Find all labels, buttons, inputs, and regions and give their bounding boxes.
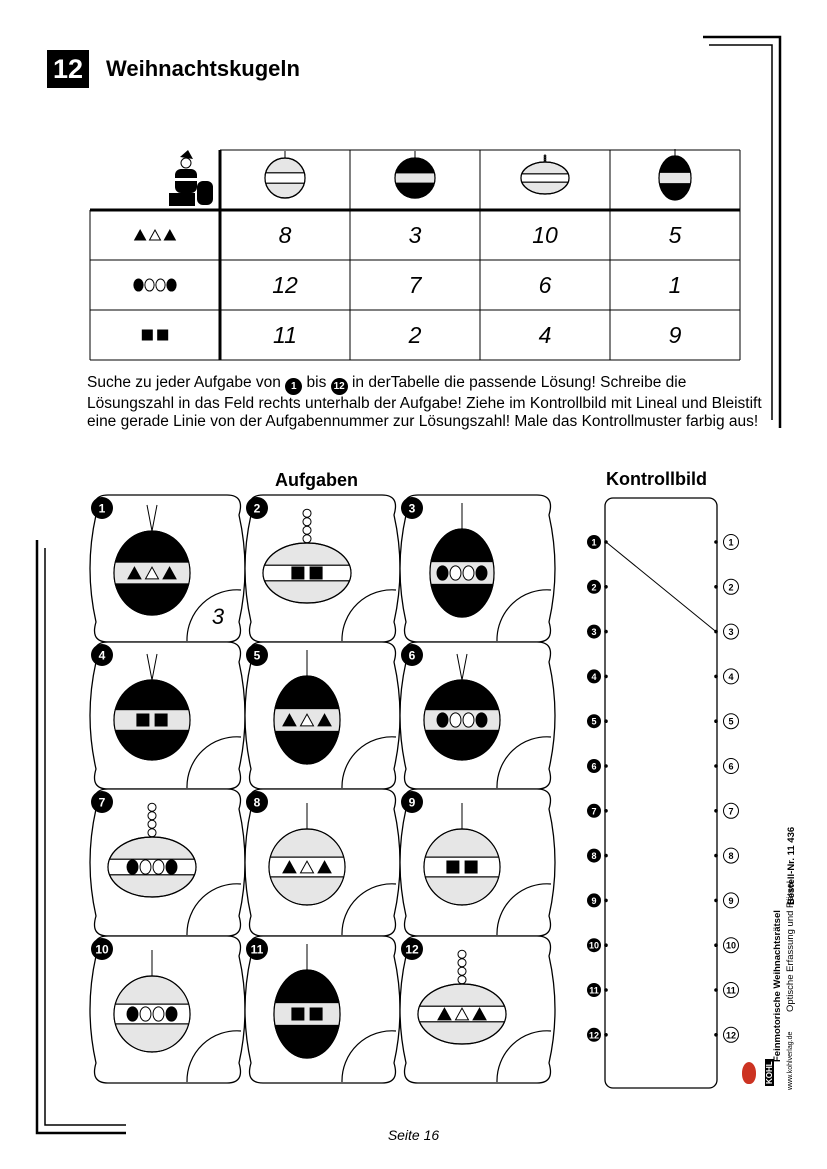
control-left-label: 9 xyxy=(591,895,597,906)
publisher-logo-figure xyxy=(742,1062,756,1084)
control-left-dot xyxy=(604,854,608,858)
circle-symbol xyxy=(166,1007,177,1021)
circle-symbol xyxy=(140,860,151,874)
book-title: Feinmotorische Weihnachtsrätsel xyxy=(772,910,783,1062)
control-left-dot xyxy=(604,630,608,634)
instruction-badge-last: 12 xyxy=(331,378,348,395)
control-left-label: 10 xyxy=(588,940,600,951)
task-card xyxy=(400,789,555,936)
table-value: 8 xyxy=(278,222,292,248)
table-value: 7 xyxy=(408,272,422,298)
triangle-symbol xyxy=(135,230,146,240)
square-symbol xyxy=(291,1008,304,1021)
task-number: 8 xyxy=(253,795,261,810)
control-left-label: 8 xyxy=(591,851,597,862)
table-value: 12 xyxy=(272,272,298,298)
ornament-chain-link xyxy=(458,967,466,975)
task-grid xyxy=(85,490,565,1090)
control-right-dot xyxy=(714,988,718,992)
task-number: 11 xyxy=(250,942,264,957)
table-value: 10 xyxy=(532,222,558,248)
control-right-label: 5 xyxy=(728,716,734,727)
table-value: 9 xyxy=(668,322,682,348)
circle-symbol xyxy=(127,1007,138,1021)
ornament-band xyxy=(519,174,571,182)
ornament-band xyxy=(106,859,198,875)
control-left-dot xyxy=(604,675,608,679)
page-title: Weihnachtskugeln xyxy=(106,56,300,81)
task-number: 12 xyxy=(405,942,419,957)
task-number: 4 xyxy=(98,648,106,663)
table-value: 2 xyxy=(408,322,422,348)
square-symbol xyxy=(310,567,323,580)
santa-icon xyxy=(169,150,213,206)
control-right-label: 8 xyxy=(728,851,734,862)
control-left-dot xyxy=(604,585,608,589)
control-left-dot xyxy=(604,988,608,992)
ornament-chain-link xyxy=(148,812,156,820)
task-number: 2 xyxy=(253,501,261,516)
ornament-band xyxy=(112,1004,192,1024)
square-symbol xyxy=(142,330,153,341)
exercise-number-badge: 12 xyxy=(47,50,89,88)
control-left-label: 1 xyxy=(591,537,597,548)
square-symbol xyxy=(155,714,168,727)
task-card xyxy=(245,495,400,642)
control-left-dot xyxy=(604,899,608,903)
table-value: 3 xyxy=(408,222,422,248)
task-card xyxy=(245,936,400,1083)
circle-symbol xyxy=(145,279,154,291)
control-left-label: 6 xyxy=(591,761,597,772)
control-right-label: 12 xyxy=(725,1030,737,1041)
circle-symbol xyxy=(463,566,474,580)
control-left-dot xyxy=(604,719,608,723)
control-right-dot xyxy=(714,719,718,723)
control-right-label: 3 xyxy=(728,627,734,638)
ornament-band xyxy=(422,857,502,877)
control-left-label: 12 xyxy=(588,1030,600,1041)
task-card xyxy=(245,642,400,789)
task-number: 9 xyxy=(408,795,416,810)
ornament-chain-link xyxy=(148,820,156,828)
task-card xyxy=(400,936,555,1083)
solution-table xyxy=(85,145,745,365)
circle-symbol xyxy=(167,279,176,291)
task-number: 5 xyxy=(253,648,261,663)
task-card xyxy=(90,495,245,642)
triangle-symbol xyxy=(164,230,175,240)
ornament-chain-link xyxy=(148,829,156,837)
control-left-label: 5 xyxy=(591,716,597,727)
control-right-label: 6 xyxy=(728,761,734,772)
ornament-chain-link xyxy=(148,803,156,811)
circle-symbol xyxy=(437,566,448,580)
ornament-chain-link xyxy=(303,518,311,526)
control-left-dot xyxy=(604,764,608,768)
square-symbol xyxy=(310,1008,323,1021)
square-symbol xyxy=(136,714,149,727)
square-symbol xyxy=(465,861,478,874)
control-right-dot xyxy=(714,943,718,947)
control-right-dot xyxy=(714,675,718,679)
control-right-label: 11 xyxy=(726,985,736,996)
circle-symbol xyxy=(127,860,138,874)
control-left-label: 3 xyxy=(591,627,597,638)
ornament-chain-link xyxy=(544,155,546,157)
task-number: 6 xyxy=(408,648,416,663)
ornament-chain-link xyxy=(303,535,311,543)
control-right-label: 9 xyxy=(728,895,734,906)
ornament-band xyxy=(272,1003,342,1026)
ornament-chain-link xyxy=(458,950,466,958)
circle-symbol xyxy=(140,1007,151,1021)
task-card xyxy=(400,642,555,789)
ornament-band xyxy=(263,173,307,183)
page-number: Seite 16 xyxy=(387,1127,440,1143)
control-left-dot xyxy=(604,809,608,813)
control-right-label: 10 xyxy=(725,940,737,951)
ornament-chain-link xyxy=(303,509,311,517)
square-symbol xyxy=(291,567,304,580)
ornament-band xyxy=(422,710,502,731)
circle-symbol xyxy=(476,713,487,727)
circle-symbol xyxy=(450,566,461,580)
table-value: 1 xyxy=(668,272,682,298)
publisher-logo: KOHL xyxy=(765,1061,774,1084)
ornament-chain-link xyxy=(458,959,466,967)
control-right-dot xyxy=(714,585,718,589)
circle-symbol xyxy=(476,566,487,580)
control-left-label: 4 xyxy=(591,671,597,682)
control-right-dot xyxy=(714,899,718,903)
ornament-chain-link xyxy=(303,526,311,534)
book-subtitle: Optische Erfassung und Rätsel xyxy=(785,881,796,1012)
table-value: 5 xyxy=(668,222,682,248)
square-symbol xyxy=(446,861,459,874)
circle-symbol xyxy=(437,713,448,727)
control-right-label: 7 xyxy=(728,806,734,817)
task-answer: 3 xyxy=(211,604,225,629)
control-left-label: 11 xyxy=(589,985,599,996)
circle-symbol xyxy=(153,860,164,874)
control-picture xyxy=(580,490,750,1090)
control-left-label: 7 xyxy=(591,806,597,817)
order-number: Bestell-Nr. 11 436 xyxy=(786,826,797,905)
table-value: 6 xyxy=(538,272,552,298)
task-number: 1 xyxy=(98,501,106,516)
circle-symbol xyxy=(153,1007,164,1021)
control-right-dot xyxy=(714,854,718,858)
control-picture-title: Kontrollbild xyxy=(606,469,707,489)
ornament-chain-link xyxy=(458,976,466,984)
task-number: 3 xyxy=(408,501,416,516)
circle-symbol xyxy=(156,279,165,291)
control-right-label: 4 xyxy=(728,671,734,682)
control-right-label: 1 xyxy=(728,537,734,548)
control-right-label: 2 xyxy=(728,582,734,593)
task-number: 10 xyxy=(95,942,109,957)
task-card xyxy=(90,789,245,936)
control-left-dot xyxy=(604,1033,608,1037)
task-card xyxy=(90,936,245,1083)
ornament-band xyxy=(261,565,353,581)
circle-symbol xyxy=(450,713,461,727)
task-number: 7 xyxy=(98,795,106,810)
ornament-band xyxy=(112,710,192,731)
circle-symbol xyxy=(166,860,177,874)
control-right-dot xyxy=(714,540,718,544)
control-right-dot xyxy=(714,809,718,813)
instructions-text: Suche zu jeder Aufgabe von 1 bis 12 in derTabelle die passende Lösung! Schreibe die Lösungszahl in das Feld rechts unterhalb der Aufgabe! Ziehe im Kontrollbild mit Lineal und Bleistift eine gerade Linie von der Aufgabennummer zur Lösungszahl! Male das Kontrollmuster farbig aus! xyxy=(87,374,762,430)
circle-symbol xyxy=(134,279,143,291)
tasks-title: Aufgaben xyxy=(275,470,358,490)
triangle-symbol xyxy=(150,230,161,240)
task-card xyxy=(245,789,400,936)
ornament-band xyxy=(393,173,437,183)
table-value: 4 xyxy=(538,322,552,348)
square-symbol xyxy=(157,330,168,341)
table-value: 11 xyxy=(273,322,297,348)
control-right-dot xyxy=(714,764,718,768)
task-card xyxy=(400,495,555,642)
control-left-label: 2 xyxy=(591,582,597,593)
publisher-website: www.kohlverlag.de xyxy=(787,1031,794,1090)
instruction-badge-first: 1 xyxy=(285,378,302,395)
control-right-dot xyxy=(714,1033,718,1037)
task-card xyxy=(90,642,245,789)
circle-symbol xyxy=(463,713,474,727)
ornament-band xyxy=(657,172,693,183)
control-left-dot xyxy=(604,943,608,947)
